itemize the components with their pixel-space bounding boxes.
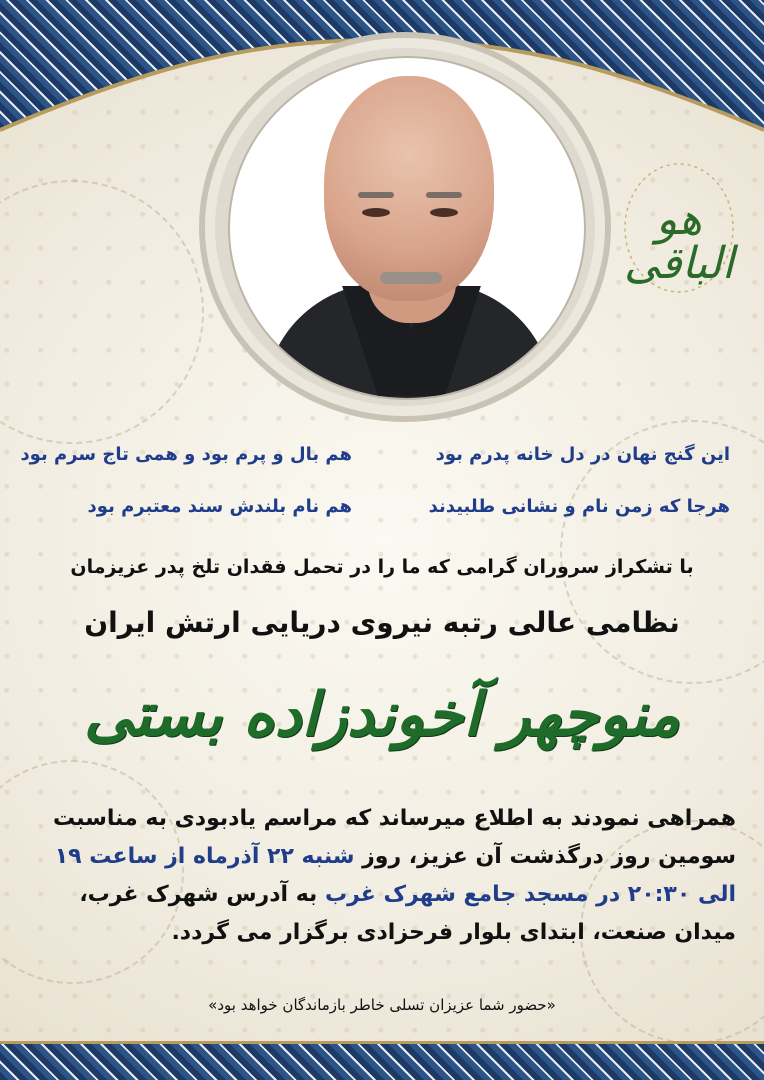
photo-head xyxy=(324,76,494,301)
announcement-paragraph xyxy=(36,800,736,952)
announcement-venue: الی ۲۰:۳۰ در مسجد جامع شهرک غرب xyxy=(324,882,736,907)
rank-line: نظامی عالی رتبه نیروی دریایی ارتش ایران xyxy=(84,606,680,639)
photo-brow-left xyxy=(358,192,394,198)
thanks-line: با تشکراز سروران گرامی که ما را در تحمل فقدان تلخ پدر عزیزمان xyxy=(70,556,694,578)
poem-line-left-1: هم بال و پرم بود و همی تاج سرم بود xyxy=(20,444,352,465)
photo-eye-left xyxy=(362,208,390,217)
announcement-line-2-text: سومین روز درگذشت آن عزیز، روز xyxy=(354,844,736,869)
footer-note: «حضور شما عزیزان تسلی خاطر بازماندگان خواهد بود» xyxy=(208,996,556,1014)
announcement-line-3-text: به آدرس شهرک غرب، xyxy=(79,882,325,907)
announcement-line-2 xyxy=(36,838,736,876)
announcement-line-3 xyxy=(36,876,736,914)
photo-brow-right xyxy=(426,192,462,198)
announcement-line-1: همراهی نمودند به اطلاع میرساند که مراسم یادبودی به مناسبت xyxy=(52,806,736,831)
ornament-motif xyxy=(0,180,204,444)
photo-mustache xyxy=(380,272,442,284)
calligraphy-text: هو الباقی xyxy=(623,194,735,289)
deceased-name: منوچهر آخوندزاده بستی xyxy=(84,680,680,750)
poem-line-right-2: هرجا که زمن نام و نشانی طلبیدند xyxy=(428,496,730,517)
calligraphy-emblem xyxy=(620,158,738,298)
announcement-date-time: شنبه ۲۲ آذرماه از ساعت ۱۹ xyxy=(54,844,355,869)
poem-line-right-1: این گنج نهان در دل خانه پدرم بود xyxy=(435,444,730,465)
portrait-photo xyxy=(228,56,586,400)
photo-eye-right xyxy=(430,208,458,217)
bottom-ornamental-band xyxy=(0,1041,764,1080)
announcement-line-4: میدان صنعت، ابتدای بلوار فرحزادی برگزار می گردد. xyxy=(171,920,736,945)
poem-line-left-2: هم نام بلندش سند معتبرم بود xyxy=(87,496,352,517)
